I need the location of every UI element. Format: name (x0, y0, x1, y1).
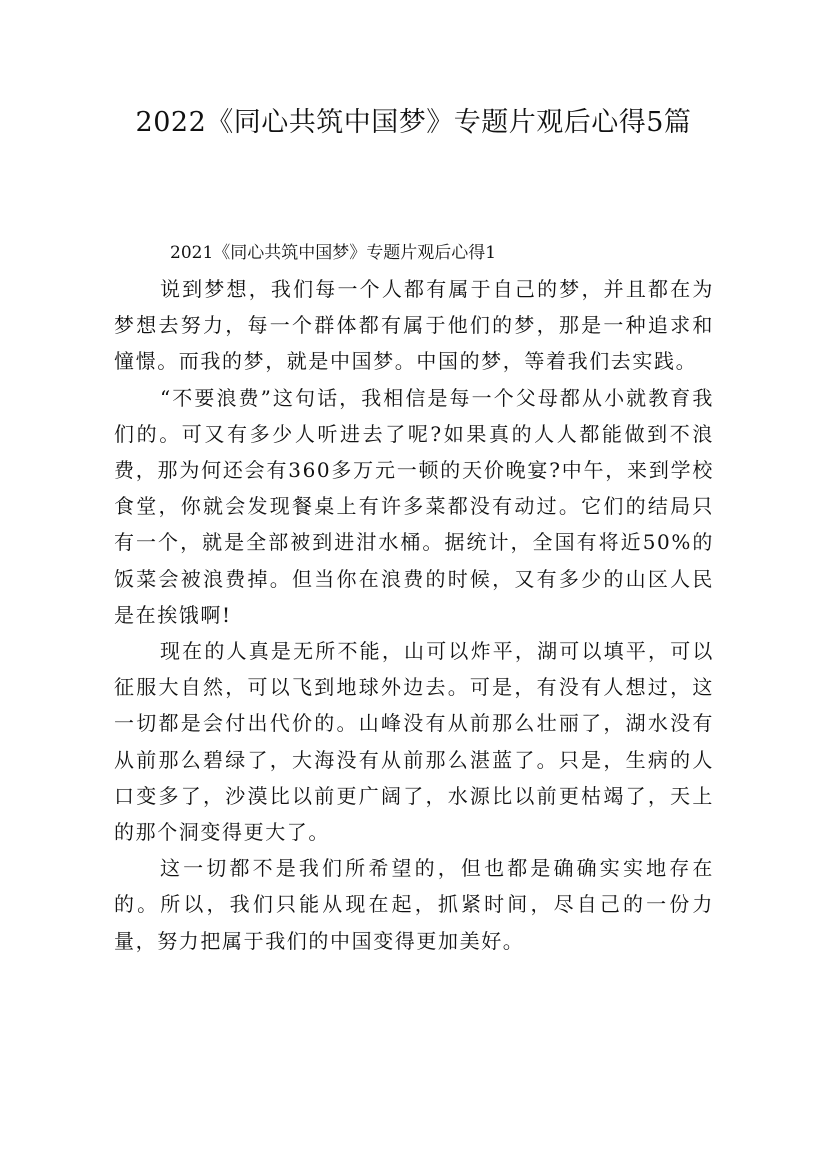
paragraph-3: 现在的人真是无所不能，山可以炸平，湖可以填平，可以征服大自然，可以飞到地球外边去。可是，有没有人想过，这一切都是会付出代价的。山峰没有从前那么壮丽了，湖水没有从前那么碧绿了，大海没有从前那么湛蓝了。只是，生病的人口变多了，沙漠比以前更广阔了，水源比以前更枯竭了，天上的那个洞变得更大了。 (114, 639, 714, 845)
paragraph-1: 说到梦想，我们每一个人都有属于自己的梦，并且都在为梦想去努力，每一个群体都有属于他们的梦，那是一种追求和憧憬。而我的梦，就是中国梦。中国的梦，等着我们去实践。 (114, 277, 714, 374)
document-title: 2022《同心共筑中国梦》专题片观后心得5篇 (135, 107, 692, 138)
section-subtitle: 2021《同心共筑中国梦》专题片观后心得1 (170, 243, 497, 263)
paragraph-4: 这一切都不是我们所希望的，但也都是确确实实地存在的。所以，我们只能从现在起，抓紧时间，尽自己的一份力量，努力把属于我们的中国变得更加美好。 (114, 856, 714, 953)
document-body (114, 235, 714, 959)
paragraph-2: “不要浪费”这句话，我相信是每一个父母都从小就教育我们的。可又有多少人听进去了呢?如果真的人人都能做到不浪费，那为何还会有360多万元一顿的天价晚宴?中午，来到学校食堂，你就会发现餐桌上有许多菜都没有动过。它们的结局只有一个，就是全部被到进泔水桶。据统计，全国有将近50%的饭菜会被浪费掉。但当你在浪费的时候，又有多少的山区人民是在挨饿啊! (114, 385, 714, 627)
